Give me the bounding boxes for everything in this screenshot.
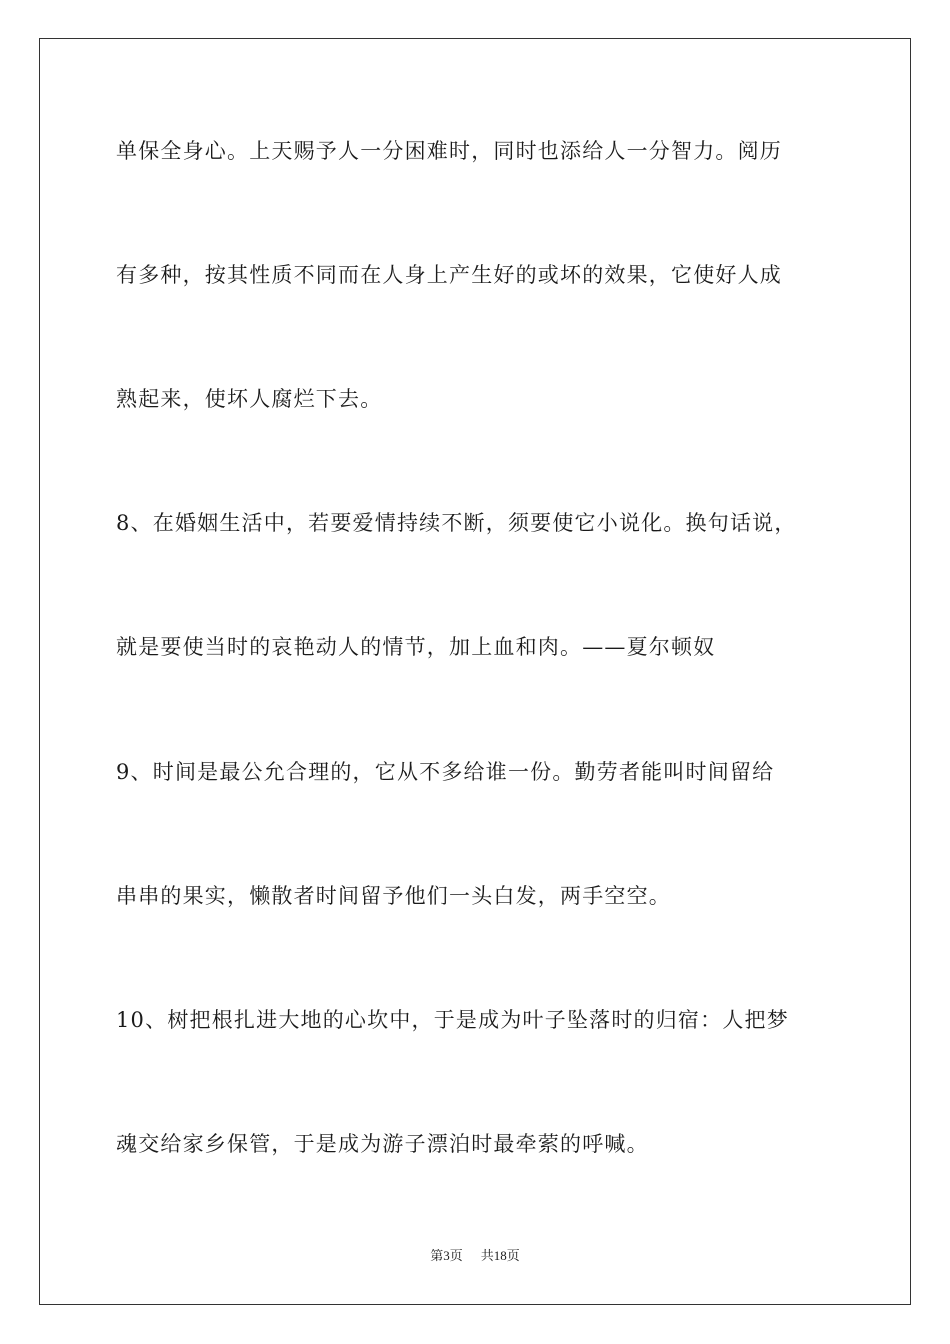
text-line: 有多种，按其性质不同而在人身上产生好的或坏的效果，它使好人成 <box>116 263 782 287</box>
page-border <box>39 38 911 1305</box>
page-number: 第3页 <box>430 1248 463 1263</box>
text-line: 串串的果实，懒散者时间留予他们一头白发，两手空空。 <box>116 884 671 908</box>
page-footer <box>0 1247 950 1265</box>
text-line: 就是要使当时的哀艳动人的情节，加上血和肉。——夏尔顿奴 <box>116 635 716 659</box>
text-line: 9、时间是最公允合理的，它从不多给谁一份。勤劳者能叫时间留给 <box>116 760 775 784</box>
total-pages: 共18页 <box>480 1248 520 1263</box>
text-line: 熟起来，使坏人腐烂下去。 <box>116 387 383 411</box>
text-line: 魂交给家乡保管，于是成为游子漂泊时最牵萦的呼喊。 <box>116 1132 649 1156</box>
text-line: 10、树把根扎进大地的心坎中，于是成为叶子坠落时的归宿：人把梦 <box>116 1008 789 1032</box>
text-line: 单保全身心。上天赐予人一分困难时，同时也添给人一分智力。阅历 <box>116 139 782 163</box>
text-line: 8、在婚姻生活中，若要爱情持续不断，须要使它小说化。换句话说， <box>116 511 797 535</box>
